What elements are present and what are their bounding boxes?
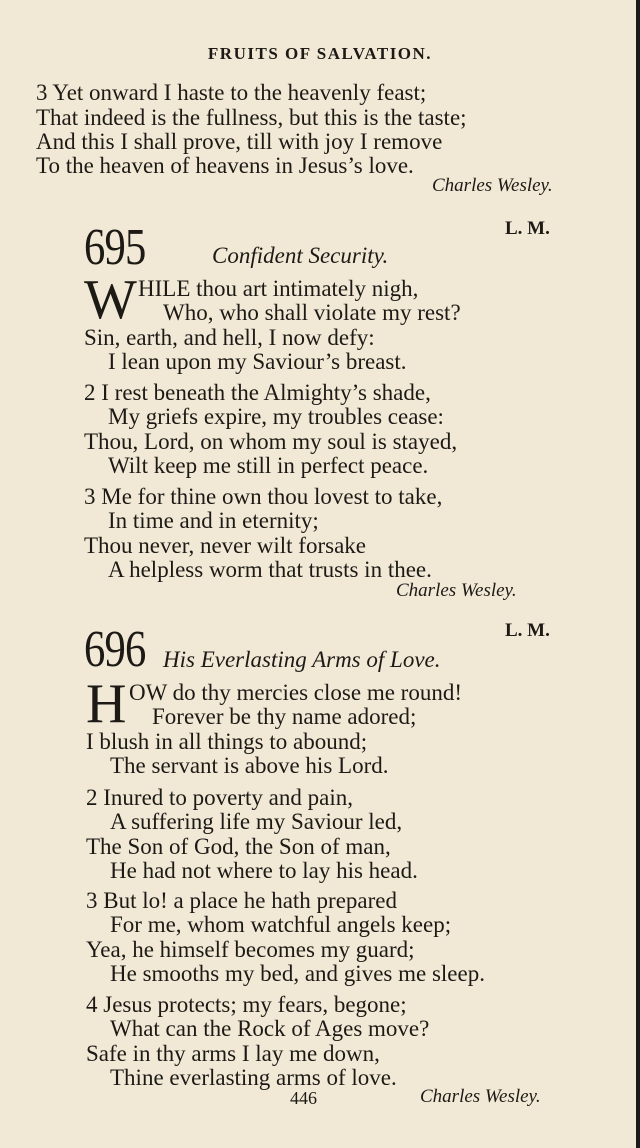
verse-line: To the heaven of heavens in Jesus’s love. [36, 153, 414, 178]
page-header: FRUITS OF SALVATION. [207, 44, 433, 63]
verse-line: And this I shall prove, till with joy I remove [36, 129, 443, 154]
hymn-author: Charles Wesley. [432, 175, 553, 196]
verse-line: 3 Me for thine own thou lovest to take, [84, 484, 443, 509]
verse-line: Who, who shall violate my rest? [163, 300, 461, 325]
hymn-title: His Everlasting Arms of Love. [163, 647, 441, 672]
verse-line: What can the Rock of Ages move? [110, 1016, 430, 1041]
verse-line: HILE thou art intimately nigh, [138, 276, 419, 301]
hymn-author: Charles Wesley. [420, 1086, 541, 1107]
verse-line: The Son of God, the Son of man, [86, 834, 391, 859]
hymn-number: 695 [84, 219, 146, 276]
verse-line: OW do thy mercies close me round! [129, 680, 462, 705]
hymn-title: Confident Security. [212, 243, 389, 268]
drop-cap: H [86, 673, 127, 735]
page-edge [636, 0, 640, 1148]
hymn-meter: L. M. [505, 620, 550, 641]
verse-line: 2 Inured to poverty and pain, [86, 785, 353, 810]
verse-line: 3 But lo! a place he hath prepared [86, 888, 398, 913]
verse-line: He smooths my bed, and gives me sleep. [110, 961, 485, 986]
hymn-meter: L. M. [505, 218, 550, 239]
verse-line: I blush in all things to abound; [86, 729, 368, 754]
verse-line: 3 Yet onward I haste to the heavenly feast; [36, 80, 427, 105]
verse-line: 2 I rest beneath the Almighty’s shade, [84, 380, 431, 405]
verse-line: A suffering life my Saviour led, [110, 809, 403, 834]
verse-line: Wilt keep me still in perfect peace. [108, 453, 429, 478]
hymn-author: Charles Wesley. [396, 580, 517, 601]
verse-line: The servant is above his Lord. [110, 753, 389, 778]
verse-line: Safe in thy arms I lay me down, [86, 1041, 380, 1066]
drop-cap: W [84, 269, 137, 331]
verse-line: That indeed is the fullness, but this is the taste; [36, 105, 467, 130]
verse-line: Yea, he himself becomes my guard; [86, 937, 415, 962]
verse-line: He had not where to lay his head. [110, 858, 418, 883]
verse-line: Thou, Lord, on whom my soul is stayed, [84, 429, 458, 454]
verse-line: A helpless worm that trusts in thee. [108, 557, 432, 582]
verse-line: Thine everlasting arms of love. [110, 1065, 397, 1090]
verse-line: I lean upon my Saviour’s breast. [108, 349, 407, 374]
hymn-number: 696 [84, 621, 146, 678]
verse-line: My griefs expire, my troubles cease: [108, 404, 444, 429]
verse-line: Thou never, never wilt forsake [84, 533, 366, 558]
verse-line: Forever be thy name adored; [152, 704, 417, 729]
verse-line: In time and in eternity; [108, 508, 319, 533]
verse-line: Sin, earth, and hell, I now defy: [84, 325, 375, 350]
verse-line: For me, whom watchful angels keep; [110, 912, 452, 937]
verse-line: 4 Jesus protects; my fears, begone; [86, 992, 407, 1017]
page-number: 446 [290, 1088, 317, 1108]
